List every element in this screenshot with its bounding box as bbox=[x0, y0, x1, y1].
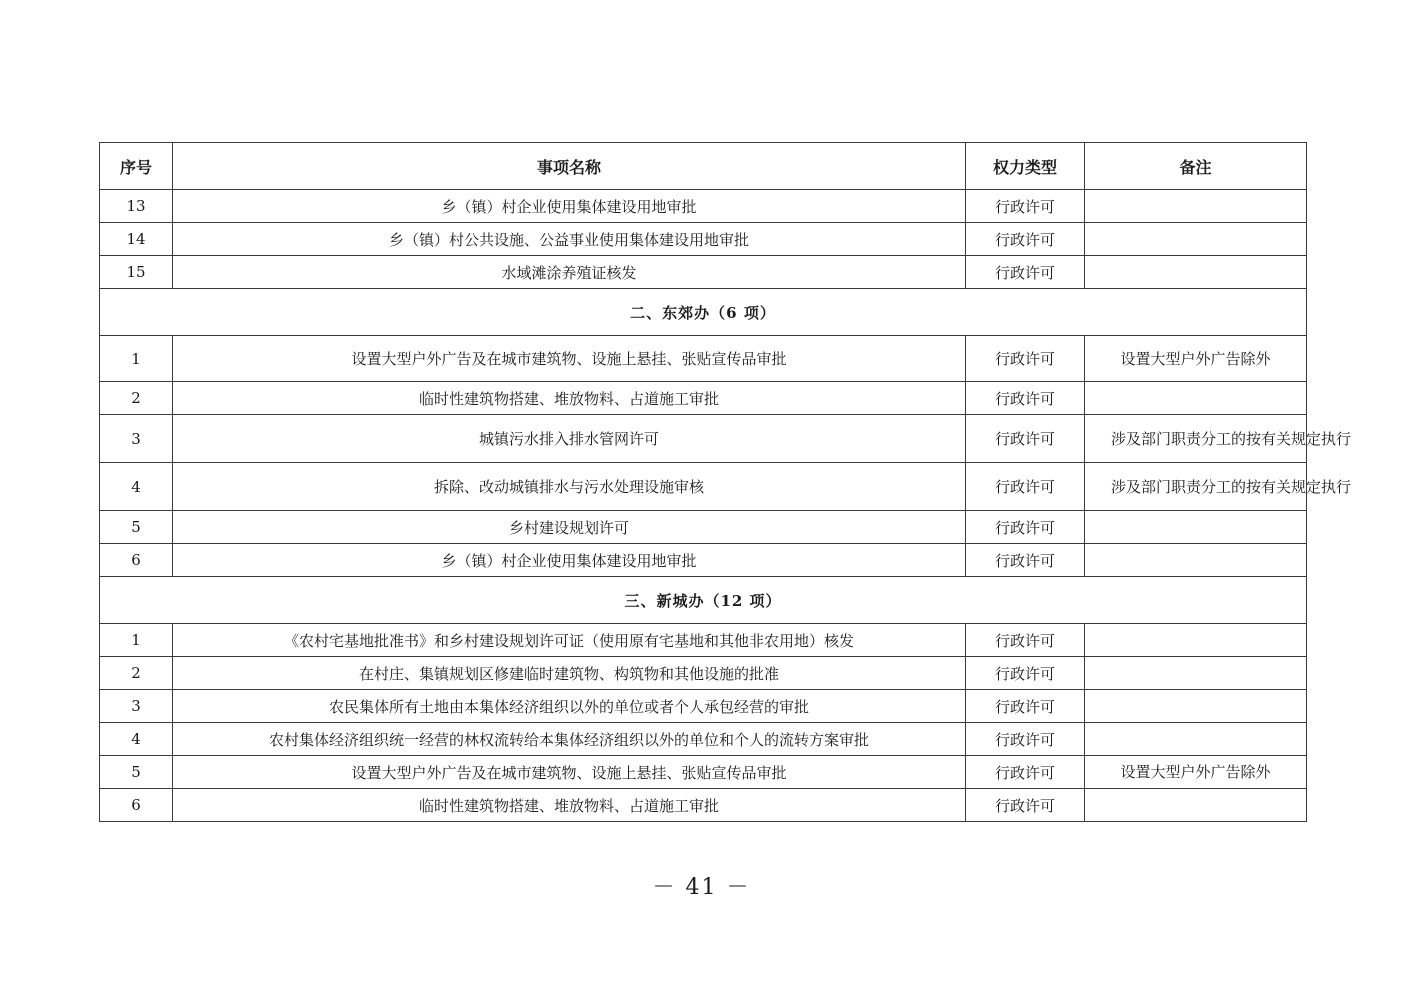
row-note: 涉及部门职责分工的按有关规定执行 bbox=[1085, 463, 1307, 511]
row-note bbox=[1085, 544, 1307, 577]
row-note bbox=[1085, 382, 1307, 415]
row-type: 行政许可 bbox=[966, 415, 1085, 463]
header-type: 权力类型 bbox=[966, 143, 1085, 190]
header-name: 事项名称 bbox=[173, 143, 966, 190]
row-note bbox=[1085, 657, 1307, 690]
row-index: 1 bbox=[100, 624, 173, 657]
row-index: 14 bbox=[100, 223, 173, 256]
table-row bbox=[100, 256, 1307, 289]
row-index: 6 bbox=[100, 544, 173, 577]
header-index: 序号 bbox=[100, 143, 173, 190]
row-name: 临时性建筑物搭建、堆放物料、占道施工审批 bbox=[173, 789, 966, 822]
row-note bbox=[1085, 624, 1307, 657]
row-name: 农民集体所有土地由本集体经济组织以外的单位或者个人承包经营的审批 bbox=[173, 690, 966, 723]
row-note: 设置大型户外广告除外 bbox=[1085, 756, 1307, 789]
row-type: 行政许可 bbox=[966, 382, 1085, 415]
row-index: 15 bbox=[100, 256, 173, 289]
row-name: 临时性建筑物搭建、堆放物料、占道施工审批 bbox=[173, 382, 966, 415]
section-row bbox=[100, 577, 1307, 624]
table-row bbox=[100, 756, 1307, 789]
row-type: 行政许可 bbox=[966, 789, 1085, 822]
table-row bbox=[100, 382, 1307, 415]
row-type: 行政许可 bbox=[966, 190, 1085, 223]
row-name: 乡（镇）村企业使用集体建设用地审批 bbox=[173, 544, 966, 577]
section-title-dongjiao: 二、东郊办（6 项） bbox=[100, 289, 1307, 336]
row-index: 3 bbox=[100, 415, 173, 463]
table-row bbox=[100, 657, 1307, 690]
row-type: 行政许可 bbox=[966, 511, 1085, 544]
table-row bbox=[100, 336, 1307, 382]
row-note bbox=[1085, 223, 1307, 256]
section-row bbox=[100, 289, 1307, 336]
row-type: 行政许可 bbox=[966, 336, 1085, 382]
row-type: 行政许可 bbox=[966, 657, 1085, 690]
row-index: 5 bbox=[100, 756, 173, 789]
row-type: 行政许可 bbox=[966, 463, 1085, 511]
row-index: 4 bbox=[100, 723, 173, 756]
row-type: 行政许可 bbox=[966, 756, 1085, 789]
header-row bbox=[100, 143, 1307, 190]
table-body bbox=[100, 190, 1352, 822]
row-note bbox=[1085, 789, 1307, 822]
row-type: 行政许可 bbox=[966, 223, 1085, 256]
row-index: 1 bbox=[100, 336, 173, 382]
table-row bbox=[100, 463, 1307, 511]
row-name: 拆除、改动城镇排水与污水处理设施审核 bbox=[173, 463, 966, 511]
row-note bbox=[1085, 723, 1307, 756]
row-index: 13 bbox=[100, 190, 173, 223]
table-row bbox=[100, 223, 1307, 256]
row-name: 乡（镇）村企业使用集体建设用地审批 bbox=[173, 190, 966, 223]
row-name: 在村庄、集镇规划区修建临时建筑物、构筑物和其他设施的批准 bbox=[173, 657, 966, 690]
row-index: 4 bbox=[100, 463, 173, 511]
row-name: 设置大型户外广告及在城市建筑物、设施上悬挂、张贴宣传品审批 bbox=[173, 336, 966, 382]
row-note bbox=[1085, 256, 1307, 289]
row-name: 设置大型户外广告及在城市建筑物、设施上悬挂、张贴宣传品审批 bbox=[173, 756, 966, 789]
row-type: 行政许可 bbox=[966, 256, 1085, 289]
row-name: 农村集体经济组织统一经营的林权流转给本集体经济组织以外的单位和个人的流转方案审批 bbox=[173, 723, 966, 756]
table-row bbox=[100, 789, 1307, 822]
table-row bbox=[100, 690, 1307, 723]
row-type: 行政许可 bbox=[966, 624, 1085, 657]
table-header bbox=[100, 143, 1307, 190]
row-note bbox=[1085, 690, 1307, 723]
row-index: 2 bbox=[100, 657, 173, 690]
table-row bbox=[100, 544, 1307, 577]
header-note: 备注 bbox=[1085, 143, 1307, 190]
section-title-xincheng: 三、新城办（12 项） bbox=[100, 577, 1307, 624]
row-name: 乡村建设规划许可 bbox=[173, 511, 966, 544]
table-row bbox=[100, 624, 1307, 657]
row-note: 设置大型户外广告除外 bbox=[1085, 336, 1307, 382]
table-row bbox=[100, 190, 1307, 223]
row-name: 城镇污水排入排水管网许可 bbox=[173, 415, 966, 463]
table-row bbox=[100, 723, 1307, 756]
table-row bbox=[100, 511, 1307, 544]
page-number: － 41 － bbox=[652, 875, 751, 900]
row-index: 2 bbox=[100, 382, 173, 415]
row-type: 行政许可 bbox=[966, 544, 1085, 577]
row-name: 乡（镇）村公共设施、公益事业使用集体建设用地审批 bbox=[173, 223, 966, 256]
row-index: 3 bbox=[100, 690, 173, 723]
row-name: 水域滩涂养殖证核发 bbox=[173, 256, 966, 289]
table-row bbox=[100, 415, 1307, 463]
row-index: 5 bbox=[100, 511, 173, 544]
row-note bbox=[1085, 511, 1307, 544]
row-note: 涉及部门职责分工的按有关规定执行 bbox=[1085, 415, 1307, 463]
power-list-table bbox=[99, 142, 1352, 822]
row-type: 行政许可 bbox=[966, 723, 1085, 756]
row-note bbox=[1085, 190, 1307, 223]
row-index: 6 bbox=[100, 789, 173, 822]
row-name: 《农村宅基地批准书》和乡村建设规划许可证（使用原有宅基地和其他非农用地）核发 bbox=[173, 624, 966, 657]
row-type: 行政许可 bbox=[966, 690, 1085, 723]
